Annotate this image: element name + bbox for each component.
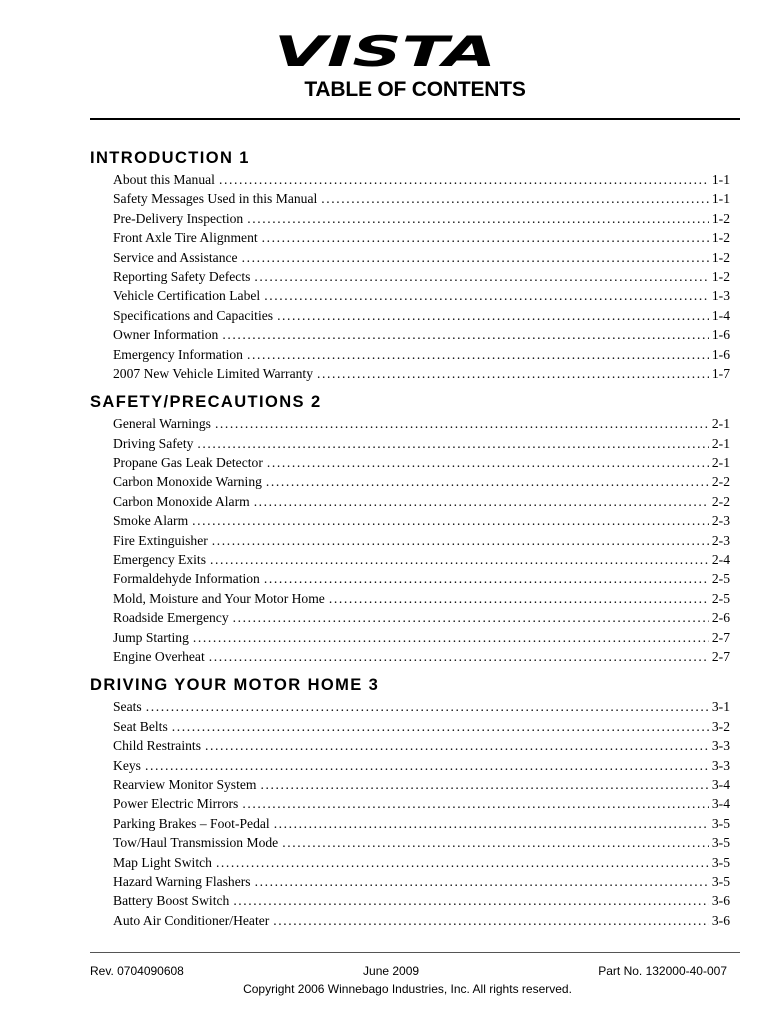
dot-leader: [215, 414, 709, 433]
toc-entry-title: Smoke Alarm: [113, 513, 189, 529]
toc-entry[interactable]: [113, 434, 730, 453]
toc-entry-title: Front Axle Tire Alignment: [113, 230, 258, 246]
part-number: Part No. 132000-40-007: [598, 964, 727, 978]
toc-entry-page-number: 1-2: [711, 268, 730, 284]
toc-entry-page-number: 2-3: [711, 513, 730, 529]
toc-entry-title: 2007 New Vehicle Limited Warranty: [113, 365, 313, 381]
dot-leader: [233, 608, 709, 627]
toc-entry[interactable]: [113, 531, 730, 550]
footer-info: [90, 964, 727, 978]
toc-entry[interactable]: [113, 267, 730, 286]
dot-leader: [282, 833, 709, 852]
toc-entry[interactable]: [113, 306, 730, 325]
section-entries: [90, 697, 730, 930]
toc-entry-page-number: 1-6: [711, 327, 730, 343]
toc-entry[interactable]: [113, 911, 730, 930]
toc-entry-page-number: 3-5: [711, 873, 730, 889]
toc-entry-page-number: 1-2: [711, 210, 730, 226]
footer-divider: [90, 952, 740, 953]
dot-leader: [172, 717, 709, 736]
toc-entry[interactable]: [113, 414, 730, 433]
toc-entry[interactable]: [113, 550, 730, 569]
toc-entry[interactable]: [113, 589, 730, 608]
section-entries: [90, 170, 730, 383]
toc-entry[interactable]: [113, 756, 730, 775]
toc-entry-page-number: 2-1: [711, 455, 730, 471]
toc-entry-title: Power Electric Mirrors: [113, 796, 239, 812]
toc-entry[interactable]: [113, 736, 730, 755]
dot-leader: [273, 911, 709, 930]
toc-entry-page-number: 2-2: [711, 474, 730, 490]
toc-entry[interactable]: [113, 628, 730, 647]
toc-entry[interactable]: [113, 364, 730, 383]
toc-entry-page-number: 3-5: [711, 815, 730, 831]
toc-entry-page-number: 3-2: [711, 718, 730, 734]
toc-entry-title: Engine Overheat: [113, 648, 205, 664]
toc-entry-page-number: 3-5: [711, 835, 730, 851]
toc-entry[interactable]: [113, 511, 730, 530]
toc-entry-title: Battery Boost Switch: [113, 893, 230, 909]
toc-entry-title: Formaldehyde Information: [113, 571, 260, 587]
toc-entry-title: Emergency Information: [113, 346, 243, 362]
dot-leader: [222, 325, 709, 344]
toc-entry-title: Driving Safety: [113, 435, 194, 451]
toc-entry-page-number: 1-3: [711, 288, 730, 304]
toc-entry[interactable]: [113, 286, 730, 305]
toc-entry-page-number: 3-5: [711, 854, 730, 870]
copyright-notice: Copyright 2006 Winnebago Industries, Inc. All rights reserved.: [243, 982, 572, 996]
toc-entry-page-number: 2-7: [711, 629, 730, 645]
toc-entry-title: Pre-Delivery Inspection: [113, 210, 244, 226]
toc-entry[interactable]: [113, 833, 730, 852]
toc-entry-title: Keys: [113, 757, 141, 773]
toc-entry[interactable]: [113, 492, 730, 511]
toc-entry[interactable]: [113, 647, 730, 666]
toc-entry[interactable]: [113, 608, 730, 627]
toc-entry-title: Fire Extinguisher: [113, 532, 208, 548]
dot-leader: [197, 434, 708, 453]
toc-entry-page-number: 3-4: [711, 776, 730, 792]
toc-entry-page-number: 3-6: [711, 912, 730, 928]
toc-entry-page-number: 1-1: [711, 172, 730, 187]
toc-entry-page-number: 1-6: [711, 346, 730, 362]
dot-leader: [209, 647, 709, 666]
toc-entry-title: Service and Assistance: [113, 249, 238, 265]
toc-entry-title: Vehicle Certification Label: [113, 288, 261, 304]
dot-leader: [329, 589, 709, 608]
toc-entry[interactable]: [113, 228, 730, 247]
toc-entry-title: Tow/Haul Transmission Mode: [113, 835, 279, 851]
toc-entry[interactable]: [113, 569, 730, 588]
toc-entry-page-number: 3-4: [711, 796, 730, 812]
dot-leader: [254, 267, 708, 286]
dot-leader: [247, 345, 709, 364]
toc-entry-title: Safety Messages Used in this Manual: [113, 191, 318, 207]
toc-entry-page-number: 1-4: [711, 307, 730, 323]
toc-entry[interactable]: [113, 325, 730, 344]
toc-entry[interactable]: [113, 794, 730, 813]
toc-entry-page-number: 2-3: [711, 532, 730, 548]
section-heading-1: INTRODUCTION 1: [90, 149, 250, 167]
revision-number: Rev. 0704090608: [90, 964, 184, 978]
toc-entry-title: Roadside Emergency: [113, 610, 229, 626]
toc-entry-title: Parking Brakes – Foot-Pedal: [113, 815, 270, 831]
toc-entry-title: Rearview Monitor System: [113, 776, 257, 792]
toc-entry-page-number: 2-4: [711, 552, 730, 568]
vista-logo-mark: [270, 30, 500, 70]
dot-leader: [254, 492, 709, 511]
toc-entry-title: Reporting Safety Defects: [113, 268, 251, 284]
dot-leader: [242, 248, 709, 267]
dot-leader: [260, 775, 708, 794]
toc-entry-page-number: 1-2: [711, 230, 730, 246]
toc-entry[interactable]: [113, 453, 730, 472]
toc-entry-page-number: 3-3: [711, 757, 730, 773]
toc-entry-page-number: 3-1: [711, 699, 730, 715]
toc-entry-title: Map Light Switch: [113, 854, 212, 870]
logo-wordmark: VISTA: [274, 30, 496, 70]
toc-entry[interactable]: [113, 170, 730, 189]
toc-entry-page-number: 1-7: [711, 365, 730, 381]
toc-entry[interactable]: [113, 717, 730, 736]
toc-entry[interactable]: [113, 345, 730, 364]
dot-leader: [321, 189, 709, 208]
toc-entry-page-number: 1-2: [711, 249, 730, 265]
toc-entry-page-number: 2-1: [711, 416, 730, 432]
toc-entry[interactable]: [113, 248, 730, 267]
page-title: TABLE OF CONTENTS: [304, 78, 526, 101]
publication-date: June 2009: [363, 964, 420, 978]
toc-entry-title: Hazard Warning Flashers: [113, 873, 251, 889]
toc-entry[interactable]: [113, 189, 730, 208]
dot-leader: [277, 306, 709, 325]
dot-leader: [210, 550, 709, 569]
dot-leader: [145, 756, 709, 775]
toc-entry-title: Mold, Moisture and Your Motor Home: [113, 590, 325, 606]
section-entries: [90, 414, 730, 666]
toc-entry[interactable]: [113, 872, 730, 891]
toc-entry-title: Child Restraints: [113, 738, 201, 754]
table-of-contents: [90, 146, 730, 937]
dot-leader: [146, 697, 709, 716]
dot-leader: [274, 814, 709, 833]
dot-leader: [219, 170, 709, 189]
dot-leader: [247, 209, 709, 228]
section-heading-2: SAFETY/PRECAUTIONS 2: [90, 393, 322, 412]
dot-leader: [205, 736, 709, 755]
dot-leader: [267, 453, 709, 472]
vista-logo: [0, 30, 770, 72]
toc-entry-page-number: 3-3: [711, 738, 730, 754]
toc-entry[interactable]: [113, 472, 730, 491]
toc-entry-title: General Warnings: [113, 416, 211, 432]
toc-entry[interactable]: [113, 891, 730, 910]
toc-entry-title: Propane Gas Leak Detector: [113, 455, 263, 471]
toc-entry[interactable]: [113, 209, 730, 228]
toc-entry-title: Carbon Monoxide Warning: [113, 474, 262, 490]
toc-entry-title: Seats: [113, 699, 142, 715]
toc-entry-title: Auto Air Conditioner/Heater: [113, 912, 270, 928]
section-heading-3: DRIVING YOUR MOTOR HOME 3: [90, 676, 380, 695]
toc-entry-title: Emergency Exits: [113, 552, 206, 568]
toc-entry-page-number: 1-1: [711, 191, 730, 207]
dot-leader: [212, 531, 709, 550]
toc-entry-page-number: 2-2: [711, 493, 730, 509]
toc-entry-page-number: 2-5: [711, 571, 730, 587]
toc-entry-page-number: 2-7: [711, 648, 730, 664]
toc-entry[interactable]: [113, 775, 730, 794]
toc-entry-page-number: 3-6: [711, 893, 730, 909]
toc-entry-page-number: 2-5: [711, 590, 730, 606]
toc-entry-title: Specifications and Capacities: [113, 307, 274, 323]
toc-entry-page-number: 2-1: [711, 435, 730, 451]
toc-entry-title: Jump Starting: [113, 629, 189, 645]
dot-leader: [262, 228, 709, 247]
dot-leader: [266, 472, 709, 491]
toc-entry-page-number: 2-6: [711, 610, 730, 626]
toc-entry[interactable]: [113, 814, 730, 833]
toc-entry[interactable]: [113, 853, 730, 872]
dot-leader: [255, 872, 709, 891]
dot-leader: [192, 511, 709, 530]
dot-leader: [264, 569, 709, 588]
toc-entry[interactable]: [113, 697, 730, 716]
dot-leader: [317, 364, 709, 383]
toc-entry-title: About this Manual: [113, 172, 215, 187]
toc-entry-title: Seat Belts: [113, 718, 168, 734]
toc-entry-title: Carbon Monoxide Alarm: [113, 493, 250, 509]
header-divider: [90, 118, 740, 120]
dot-leader: [233, 891, 709, 910]
dot-leader: [193, 628, 709, 647]
dot-leader: [264, 286, 709, 305]
dot-leader: [216, 853, 709, 872]
toc-entry-title: Owner Information: [113, 327, 219, 343]
dot-leader: [242, 794, 709, 813]
